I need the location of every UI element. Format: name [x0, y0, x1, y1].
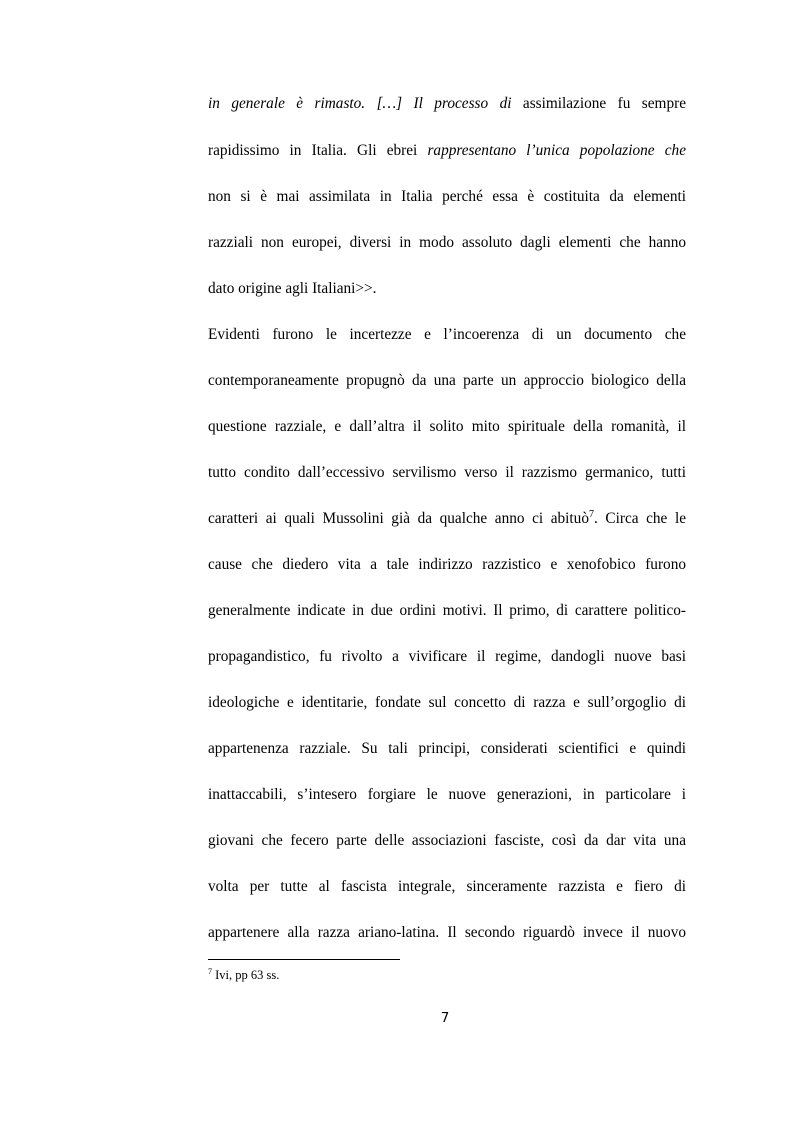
body-line: generalmente indicate in due ordini motivi. Il primo, di carattere politico- — [208, 602, 686, 619]
body-line: giovani che fecero parte delle associazioni fasciste, così da dar vita una — [208, 832, 686, 849]
body-line: dato origine agli Italiani>>. — [208, 280, 377, 297]
body-line: volta per tutte al fascista integrale, sinceramente razzista e fiero di — [208, 878, 686, 895]
body-line: propagandistico, fu rivolto a vivificare il regime, dandogli nuove basi — [208, 648, 686, 665]
body-line: ideologiche e identitarie, fondate sul concetto di razza e sull’orgoglio di — [208, 694, 686, 711]
body-line: inattaccabili, s’intesero forgiare le nuove generazioni, in particolare i — [208, 786, 686, 803]
body-line: non si è mai assimilata in Italia perché essa è costituita da elementi — [208, 188, 686, 205]
footnote — [208, 967, 279, 983]
quoted-text: rappresentano l’unica popolazione che — [427, 142, 686, 159]
footnote-reference[interactable]: 7 — [588, 509, 594, 520]
body-line: in generale è rimasto. […] Il processo di assimilazione fu sempre — [208, 95, 686, 112]
footnote-number: 7 — [208, 967, 212, 976]
footnote-text: Ivi, pp 63 ss. — [212, 968, 280, 982]
body-line: Evidenti furono le incertezze e l’incoerenza di un documento che — [208, 326, 686, 343]
body-line: appartenere alla razza ariano-latina. Il secondo riguardò invece il nuovo — [208, 924, 686, 941]
body-line: contemporaneamente propugnò da una parte un approccio biologico della — [208, 372, 686, 389]
body-line: razziali non europei, diversi in modo assoluto dagli elementi che hanno — [208, 234, 686, 251]
body-line: caratteri ai quali Mussolini già da qualche anno ci abituò$^7$. Circa che le — [208, 509, 686, 527]
footnote-divider — [208, 959, 400, 960]
quoted-text: in generale è rimasto. […] Il processo di — [208, 95, 512, 112]
body-line: tutto condito dall’eccessivo servilismo verso il razzismo germanico, tutti — [208, 464, 686, 481]
body-line: cause che diedero vita a tale indirizzo razzistico e xenofobico furono — [208, 556, 686, 573]
body-line: appartenenza razziale. Su tali principi, considerati scientifici e quindi — [208, 740, 686, 757]
page-number: 7 — [440, 1010, 450, 1026]
body-line: rapidissimo in Italia. Gli ebrei rappresentano l’unica popolazione che — [208, 142, 686, 159]
body-line: questione razziale, e dall’altra il solito mito spirituale della romanità, il — [208, 418, 686, 435]
